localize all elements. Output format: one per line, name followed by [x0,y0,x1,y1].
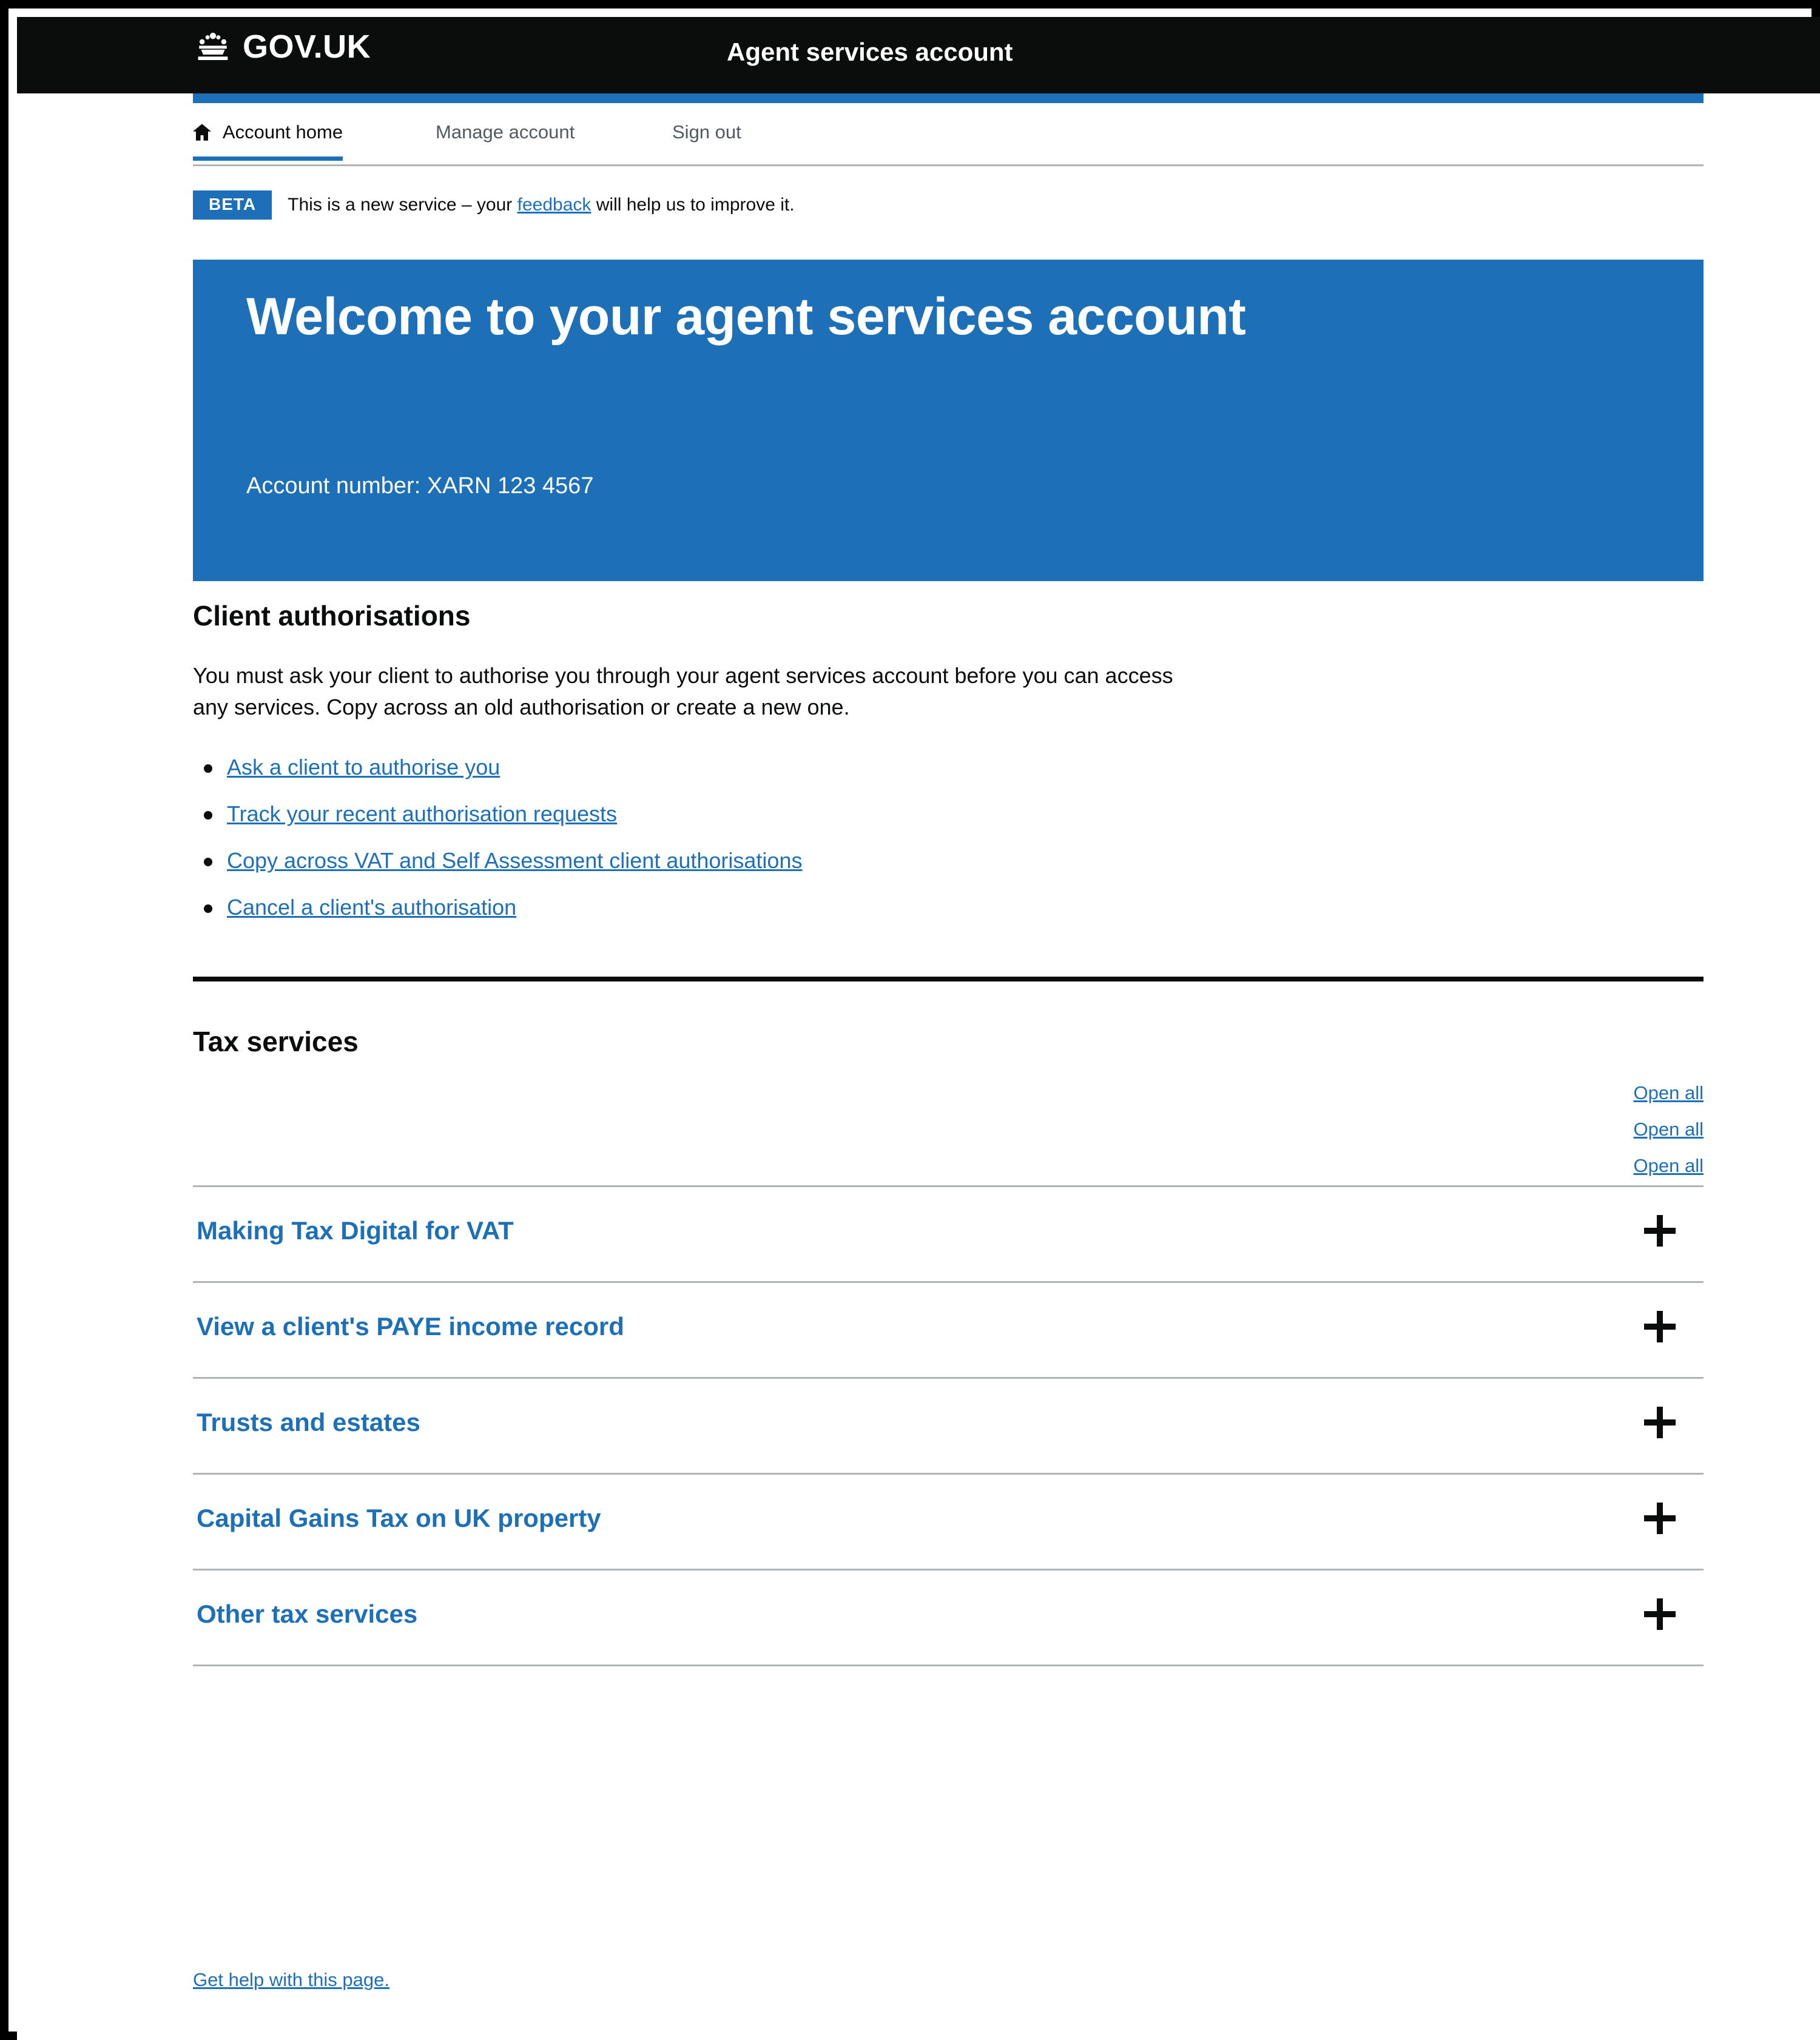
welcome-panel [193,260,1704,581]
client-authorisations-heading: Client authorisations [193,600,471,631]
page-root [17,17,1820,2040]
main-content [193,599,1704,1666]
account-number: Account number: XARN 123 4567 [246,473,594,499]
nav-item-manage-account[interactable] [436,121,575,154]
accordion-section-paye-income-record-label: View a client's PAYE income record [197,1311,624,1341]
home-icon [193,124,211,146]
plus-icon[interactable] [1644,1503,1676,1534]
phase-banner-text-after: will help us to improve it. [596,195,795,215]
open-all-button-3[interactable]: Open all [1633,1154,1704,1176]
plus-icon[interactable] [1644,1215,1676,1247]
accordion-section-paye-income-record[interactable] [193,1283,1704,1379]
client-authorisations-links [193,753,1704,921]
link-cancel-authorisation[interactable]: Cancel a client's authorisation [227,894,517,920]
open-all-button-2[interactable]: Open all [1633,1118,1704,1140]
link-ask-client-authorise[interactable]: Ask a client to authorise you [227,755,500,780]
list-item [193,847,1704,875]
accordion-section-trusts-estates[interactable] [193,1379,1704,1475]
accordion-section-mtd-vat[interactable] [193,1187,1704,1283]
accordion-section-capital-gains-tax[interactable] [193,1475,1704,1570]
phase-banner [193,190,1704,220]
crown-icon [193,31,233,62]
accordion-section-other-tax-services[interactable] [193,1570,1704,1666]
page-title: Welcome to your agent services account [246,288,1246,346]
govuk-header [17,17,1820,93]
govuk-logo-text: GOV.UK [243,29,371,65]
service-name: Agent services account [727,38,1013,66]
list-item [193,753,1704,782]
phase-banner-text-before: This is a new service – your [288,195,513,215]
list-item [193,800,1704,829]
status-badge-beta: BETA [193,190,272,220]
header-blue-strip [193,93,1704,103]
accordion-section-capital-gains-tax-label: Capital Gains Tax on UK property [197,1503,601,1532]
nav-item-sign-out[interactable] [672,121,741,154]
open-all-button-1[interactable]: Open all [1633,1082,1704,1103]
get-help-link[interactable]: Get help with this page. [193,1969,389,1990]
section-divider [193,977,1704,981]
phase-banner-text [288,195,794,215]
header-inner [193,17,1705,93]
accordion-section-other-tax-services-label: Other tax services [197,1599,418,1628]
link-copy-across-authorisations[interactable]: Copy across VAT and Self Assessment client authorisations [227,847,803,873]
nav-item-manage-account-label: Manage account [436,121,575,143]
accordion-section-mtd-vat-label: Making Tax Digital for VAT [197,1216,514,1245]
tax-services-accordion [193,1185,1704,1666]
tax-services-heading: Tax services [193,1025,359,1057]
link-track-requests[interactable]: Track your recent authorisation requests [227,801,617,827]
account-navigation [193,114,1704,166]
nav-item-account-home-label: Account home [222,121,343,143]
list-item [193,894,1704,922]
govuk-logo[interactable] [193,30,371,63]
nav-item-sign-out-label: Sign out [672,121,741,143]
plus-icon[interactable] [1644,1407,1676,1438]
plus-icon[interactable] [1644,1311,1676,1342]
nav-item-account-home[interactable] [193,121,343,161]
plus-icon[interactable] [1644,1598,1676,1630]
feedback-link[interactable]: feedback [517,195,592,215]
accordion-section-trusts-estates-label: Trusts and estates [197,1407,420,1436]
open-all-links [193,1082,1704,1176]
client-authorisations-body: You must ask your client to authorise you through your agent services account before you can access any services. Copy across an old authorisation or create a new one. [193,663,1173,720]
